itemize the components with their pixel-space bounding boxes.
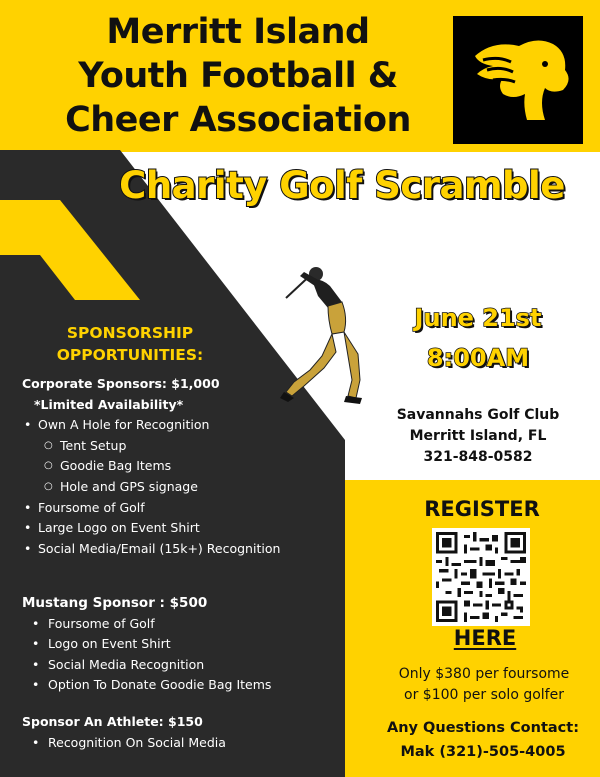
pricing-line-1: Only $380 per foursome: [398, 666, 570, 682]
registration-qr-code[interactable]: [432, 528, 530, 626]
list-item: • Own A Hole for Recognition: [22, 415, 342, 436]
list-item: • Social Media/Email (15k+) Recognition: [22, 539, 342, 560]
list-item: • Large Logo on Event Shirt: [22, 518, 342, 539]
title-line-2: Youth Football &: [78, 56, 398, 96]
mustang-benefits-list: [22, 614, 342, 696]
mustang-logo: [453, 16, 583, 144]
venue-phone: 321-848-0582: [423, 449, 533, 465]
contact-line-1: Any Questions Contact:: [387, 720, 579, 736]
register-label: REGISTER: [424, 497, 540, 521]
association-title: [28, 10, 448, 142]
pricing-info: [368, 664, 600, 706]
list-item: • Option To Donate Goodie Bag Items: [22, 675, 342, 696]
athlete-sponsor-section: [22, 712, 342, 753]
mustang-sponsor-section: [22, 593, 342, 696]
list-item: • Recognition On Social Media: [22, 733, 342, 754]
list-item: • Foursome of Golf: [22, 498, 342, 519]
date-day: June 21st: [414, 304, 542, 332]
sponsorship-heading: [30, 322, 230, 366]
event-title: Charity Golf Scramble: [119, 164, 565, 207]
sponsorship-heading-line-2: OPPORTUNITIES:: [56, 346, 204, 364]
athlete-sponsor-title: Sponsor An Athlete: $150: [22, 714, 203, 729]
sponsorship-heading-line-1: SPONSORSHIP: [66, 324, 194, 342]
contact-info: [366, 716, 600, 764]
title-line-1: Merritt Island: [106, 12, 370, 52]
list-item: ○ Tent Setup: [22, 436, 342, 457]
pricing-line-2: or $100 per solo golfer: [404, 687, 564, 703]
mustang-sponsor-title: Mustang Sponsor : $500: [22, 595, 208, 611]
list-item: ○ Hole and GPS signage: [22, 477, 342, 498]
list-item: ○ Goodie Bag Items: [22, 456, 342, 477]
corporate-sponsor-title: Corporate Sponsors: $1,000: [22, 376, 220, 391]
event-date: [388, 298, 568, 378]
corporate-sponsor-section: [22, 374, 342, 559]
venue-info: [378, 405, 578, 468]
athlete-benefits-list: [22, 733, 342, 754]
contact-line-2: Mak (321)-505-4005: [400, 744, 566, 760]
register-here-link[interactable]: HERE: [453, 626, 517, 650]
venue-name: Savannahs Golf Club: [396, 407, 560, 423]
mustang-head-icon: [453, 16, 583, 144]
qr-code-icon: [436, 532, 526, 622]
title-line-3: Cheer Association: [65, 100, 411, 140]
list-item: • Foursome of Golf: [22, 614, 342, 635]
list-item: • Social Media Recognition: [22, 655, 342, 676]
venue-city: Merritt Island, FL: [409, 428, 547, 444]
corporate-benefits-list: [22, 415, 342, 559]
date-time: 8:00AM: [426, 344, 530, 372]
corporate-sponsor-note: *Limited Availability*: [34, 396, 184, 412]
list-item: • Logo on Event Shirt: [22, 634, 342, 655]
